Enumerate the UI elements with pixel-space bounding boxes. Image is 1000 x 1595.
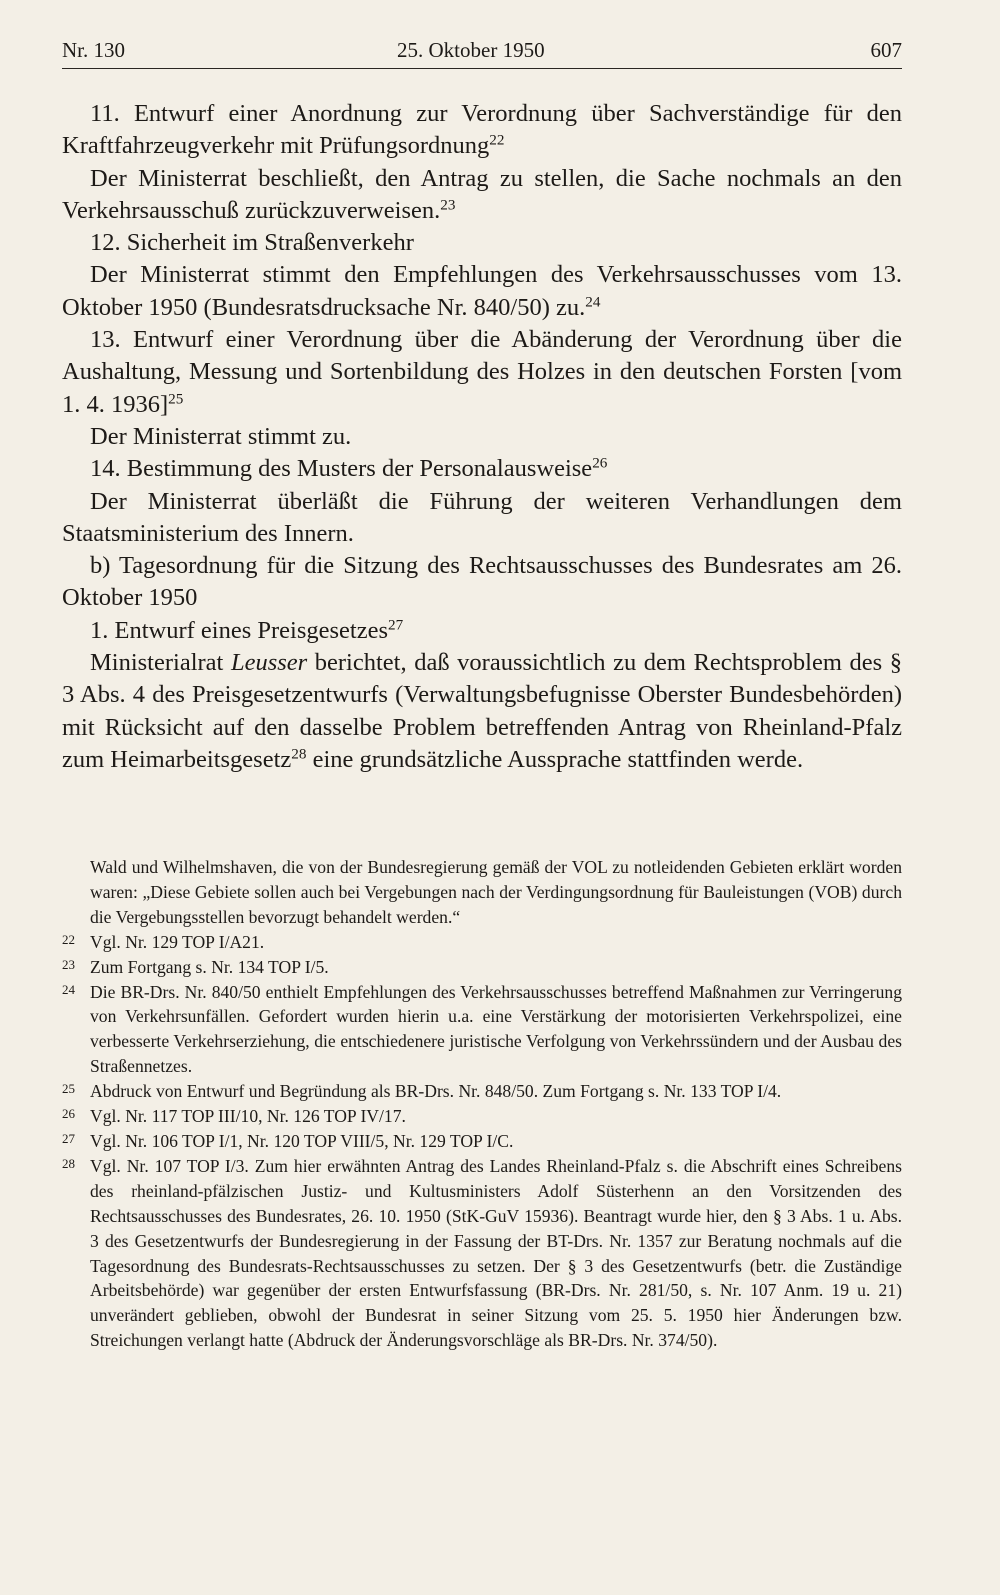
footnote: 22 Vgl. Nr. 129 TOP I/A21.	[62, 931, 265, 952]
page-number: 607	[870, 38, 902, 62]
footnote-number: 27	[62, 1130, 75, 1146]
footnote: 23 Zum Fortgang s. Nr. 134 TOP I/5.	[62, 956, 329, 977]
section-b-heading: b) Tagesordnung für die Sitzung des Rechtsausschusses des Bundesrates am 26. Oktober 1950	[62, 552, 902, 612]
agenda-item-12-title: 12. Sicherheit im Straßenverkehr	[90, 229, 414, 257]
footnote-number: 23	[62, 956, 75, 972]
footnote-number: 25	[62, 1081, 75, 1097]
footnote-number: 28	[62, 1155, 75, 1171]
agenda-item-13-title: 13. Entwurf einer Verordnung über die Abänderung der Verordnung über die Aushaltung, Messung und Sortenbildung des Holzes in den deutschen Forsten [vom 1. 4. 1936]$^{25}$	[62, 326, 902, 418]
footnote-number: 22	[62, 931, 75, 947]
footnote-ref: 25	[168, 390, 184, 408]
main-text	[62, 98, 902, 776]
person-name: Leusser	[230, 649, 308, 677]
footnote-continuation: Wald und Wilhelmshaven, die von der Bundesregierung gemäß der VOL zu notleidenden Gebieten erklärt worden waren: „Diese Gebiete sollen auch bei Vergebungen nach der Verdingungsordnung für Bauleistungen (VOB) durch die Vergebungsstellen bevorzugt behandelt werden.“	[90, 857, 902, 927]
footnote: 26 Vgl. Nr. 117 TOP III/10, Nr. 126 TOP IV/17.	[62, 1106, 406, 1127]
document-number: Nr. 130	[62, 38, 125, 62]
footnote-number: 26	[62, 1106, 75, 1122]
agenda-item-11-title: 11. Entwurf einer Anordnung zur Verordnung über Sachverständige für den Kraftfahrzeugverkehr mit Prüfungsordnung$^{22}$	[62, 100, 902, 160]
footnote-ref: 26	[592, 454, 608, 472]
footnote-number: 24	[62, 981, 75, 997]
running-header	[62, 34, 902, 69]
footnote-ref: 23	[440, 196, 456, 214]
agenda-item-12-decision: Der Ministerrat stimmt den Empfehlungen des Verkehrsausschusses vom 13. Oktober 1950 (Bundesratsdrucksache Nr. 840/50) zu.$^{24}$	[62, 261, 902, 321]
footnotes	[62, 855, 902, 1353]
footnote: 24 Die BR-Drs. Nr. 840/50 enthielt Empfehlungen des Verkehrsausschusses betreffend Maßnahmen zur Verringerung von Verkehrsunfällen. Gefordert wurden hierin u.a. eine Verstärkung der motorisierten Verkehrspolizei, eine verbesserte Verkehrserziehung, die entschiedenere juristische Verfolgung von Verkehrssündern und der Ausbau des Straßennetzes.	[62, 981, 902, 1077]
agenda-item-1-report: Ministerialrat Leusser berichtet, daß voraussichtlich zu dem Rechtsproblem des § 3 Abs. 4 des Preisgesetzentwurfs (Verwaltungsbefugnisse Oberster Bundesbehörden) mit Rücksicht auf den dasselbe Problem betreffenden Antrag von Rheinland-Pfalz zum Heimarbeitsgesetz$^{28}$ eine grundsätzliche Aussprache stattfinden werde.	[62, 649, 902, 773]
agenda-item-14-decision: Der Ministerrat überläßt die Führung der weiteren Verhandlungen dem Staatsministerium des Innern.	[62, 487, 902, 547]
header-date: 25. Oktober 1950	[397, 38, 545, 62]
agenda-item-14-title: 14. Bestimmung des Musters der Personalausweise$^{26}$	[90, 454, 608, 483]
footnote-ref: 28	[291, 745, 307, 763]
footnote: 27 Vgl. Nr. 106 TOP I/1, Nr. 120 TOP VIII/5, Nr. 129 TOP I/C.	[62, 1130, 514, 1151]
agenda-item-1-title: 1. Entwurf eines Preisgesetzes$^{27}$	[90, 616, 404, 644]
footnote: 25 Abdruck von Entwurf und Begründung als BR-Drs. Nr. 848/50. Zum Fortgang s. Nr. 133 TOP I/4.	[62, 1081, 782, 1102]
footnote-ref: 24	[585, 293, 601, 311]
footnote: 28 Vgl. Nr. 107 TOP I/3. Zum hier erwähnten Antrag des Landes Rheinland-Pfalz s. die Abschrift eines Schreibens des rheinland-pfälzischen Justiz- und Kultusministers Adolf Süsterhenn an den Vorsitzenden des Rechtsausschusses des Bundesrates, 26. 10. 1950 (StK-GuV 15936). Beantragt wurde hier, den § 3 Abs. 1 u. Abs. 3 des Gesetzentwurfs der Bundesregierung in der Fassung der BT-Drs. Nr. 1357 zur Beratung nochmals auf die Tagesordnung des Bundesrats-Rechtsausschusses zu setzen. Der § 3 des Gesetzentwurfs (betr. die Zuständige Arbeitsbehörde) war gegenüber der ersten Entwurfsfassung (BR-Drs. Nr. 281/50, s. Nr. 107 Anm. 19 u. 21) unverändert geblieben, obwohl der Bundesrat in seiner Sitzung vom 25. 5. 1950 hier Änderungen bzw. Streichungen verlangt hatte (Abdruck der Änderungsvorschläge als BR-Drs. Nr. 374/50).	[62, 1155, 902, 1351]
footnote-ref: 27	[388, 616, 404, 634]
agenda-item-11-decision: Der Ministerrat beschließt, den Antrag zu stellen, die Sache nochmals an den Verkehrsausschuß zurückzuverweisen.$^{23}$	[62, 164, 902, 224]
agenda-item-13-decision: Der Ministerrat stimmt zu.	[90, 422, 352, 450]
footnote-ref: 22	[489, 131, 505, 149]
